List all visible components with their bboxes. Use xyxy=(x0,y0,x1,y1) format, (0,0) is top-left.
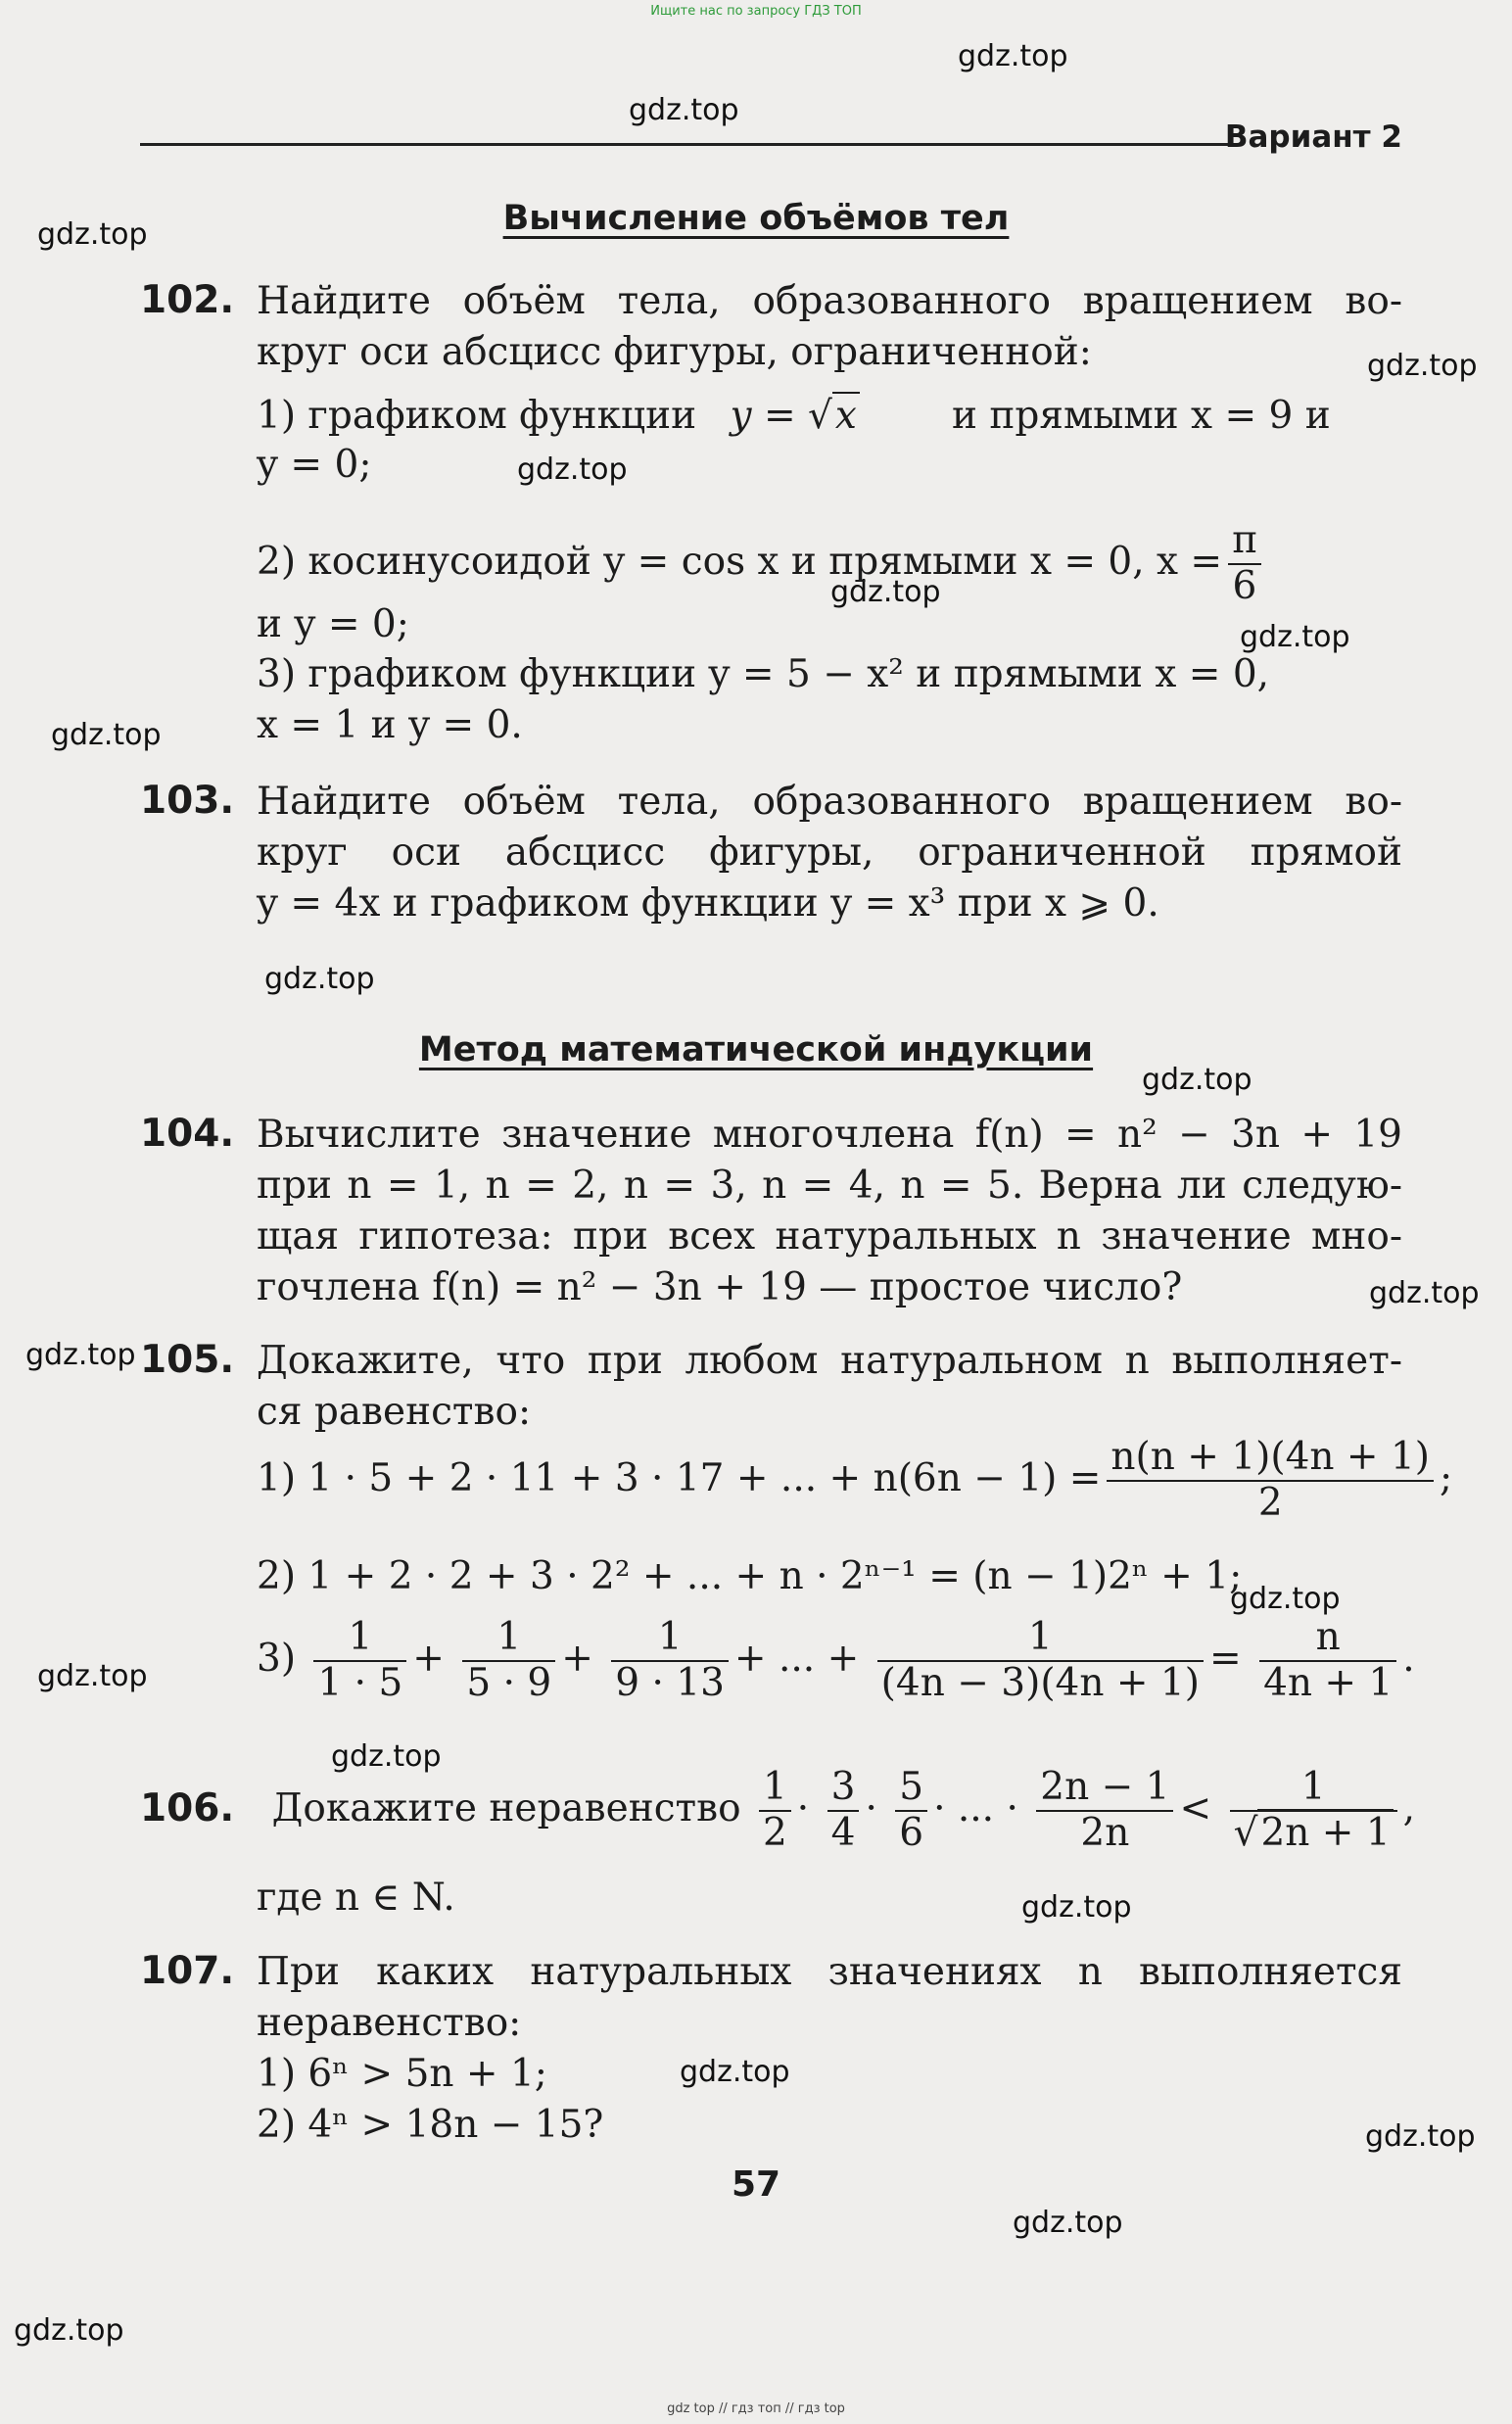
item-text: x = 1 и y = 0. xyxy=(257,703,523,747)
problem-item: 1) 1 · 5 + 2 · 11 + 3 · 17 + ... + n(6n − 1) = $\frac{n(n + 1)(4n + 1)}{2}$ ; xyxy=(257,1435,1453,1525)
variant-label: Вариант 2 xyxy=(1224,119,1402,155)
fraction: $\frac{n(n + 1)(4n + 1)}{2}$ xyxy=(1107,1436,1434,1526)
item-label: 3) xyxy=(257,1636,297,1681)
fraction: $\frac{n}{4n + 1}$ xyxy=(1259,1616,1396,1706)
watermark: gdz.top xyxy=(51,718,162,752)
watermark: gdz.top xyxy=(958,39,1068,73)
problem-item: 1) графиком функции y = √x xyxy=(257,394,860,438)
problem-text: ся равенство: xyxy=(257,1390,532,1434)
item-text: 1) 6ⁿ > 5n + 1; xyxy=(257,2052,547,2096)
problem-item: 3) $\frac{1}{1 \cdot 5}$ + $\frac{1}{5 \cdot 9}$ + $\frac{1}{9 \cdot 13}$ + ... + $\frac{1}{(4n - 3)(4n + 1)}$ = $\frac{n}{4n + 1}$ . xyxy=(257,1615,1415,1705)
watermark: gdz.top xyxy=(830,575,941,609)
fraction: $\frac{1}{√2n + 1}$ xyxy=(1230,1766,1397,1856)
fraction: $\frac{1}{5 \cdot 9}$ xyxy=(462,1616,555,1706)
fraction: $\frac{\pi}{6}$ xyxy=(1228,519,1261,609)
watermark: gdz.top xyxy=(1021,1890,1132,1925)
watermark: gdz.top xyxy=(37,1659,148,1693)
fraction: $\frac{1}{(4n - 3)(4n + 1)}$ xyxy=(877,1616,1204,1706)
watermark: gdz.top xyxy=(1367,349,1478,383)
header-rule xyxy=(140,143,1237,146)
item-text: 2) 1 + 2 · 2 + 3 · 2² + ... + n · 2ⁿ⁻¹ = (n − 1)2ⁿ + 1; xyxy=(257,1554,1243,1598)
watermark: gdz.top xyxy=(1142,1063,1252,1097)
fraction: $\frac{1}{1 \cdot 5}$ xyxy=(313,1616,406,1706)
problem-text: гочлена f(n) = n² − 3n + 19 — простое число? xyxy=(257,1265,1183,1309)
item-text: 1) графиком функции xyxy=(257,394,697,438)
problem-text: Докажите, что при любом натуральном n выполняет- xyxy=(257,1339,1402,1383)
problem-text: Найдите объём тела, образованного вращением во- xyxy=(257,279,1402,323)
fraction: $\frac{1}{9 \cdot 13}$ xyxy=(611,1616,729,1706)
top-banner: Ищите нас по запросу ГДЗ ТОП xyxy=(650,4,862,19)
section-title: Вычисление объёмов тел xyxy=(502,199,1010,238)
problem-number: 106. xyxy=(140,1785,235,1830)
problem-number: 103. xyxy=(140,779,235,823)
problem-text: Вычислите значение многочлена f(n) = n² − 3n + 19 xyxy=(257,1113,1402,1157)
watermark: gdz.top xyxy=(1013,2206,1123,2240)
problem-item xyxy=(257,519,1267,609)
fraction: $\frac{1}{2}$ xyxy=(759,1766,791,1856)
watermark: gdz.top xyxy=(680,2055,790,2089)
watermark: gdz.top xyxy=(1365,2119,1476,2154)
problem-text: круг оси абсцисс фигуры, ограниченной прямой xyxy=(257,831,1402,875)
section-title: Метод математической индукции xyxy=(418,1030,1094,1069)
watermark: gdz.top xyxy=(331,1739,442,1774)
problem-text: где n ∈ N. xyxy=(257,1876,455,1920)
problem-number: 102. xyxy=(140,278,235,322)
problem-number: 105. xyxy=(140,1338,235,1382)
problem-text: круг оси абсцисс фигуры, ограниченной: xyxy=(257,330,1092,374)
problem-text: При каких натуральных значениях n выполняется xyxy=(257,1950,1402,1994)
item-text: 2) 4ⁿ > 18n − 15? xyxy=(257,2103,604,2147)
fraction: $\frac{3}{4}$ xyxy=(827,1766,860,1856)
watermark: gdz.top xyxy=(14,2313,124,2348)
problem-text: неравенство: xyxy=(257,2001,522,2045)
page-number: 57 xyxy=(731,2164,781,2205)
watermark: gdz.top xyxy=(1369,1276,1480,1310)
fraction: $\frac{2n - 1}{2n}$ xyxy=(1036,1766,1173,1856)
watermark: gdz.top xyxy=(1240,620,1350,654)
problem-text: щая гипотеза: при всех натуральных n значение мно- xyxy=(257,1214,1402,1259)
item-text: 1) 1 · 5 + 2 · 11 + 3 · 17 + ... + n(6n − 1) = xyxy=(257,1455,1102,1500)
watermark: gdz.top xyxy=(37,217,148,252)
item-text: и прямыми x = 9 и xyxy=(952,394,1331,438)
problem-text: при n = 1, n = 2, n = 3, n = 4, n = 5. Верна ли следую- xyxy=(257,1164,1402,1208)
watermark: gdz.top xyxy=(25,1338,136,1372)
watermark: gdz.top xyxy=(629,93,739,127)
problem-106: 106. Докажите неравенство $\frac{1}{2}$ · $\frac{3}{4}$ · $\frac{5}{6}$ · ... · $\frac{2n - 1}{2n}$ < $\frac{1}{√2n + 1}$ , xyxy=(140,1765,1416,1855)
problem-text: y = 4x и графиком функции y = x³ при x ⩾ 0. xyxy=(257,881,1159,926)
watermark: gdz.top xyxy=(264,962,375,996)
problem-number: 104. xyxy=(140,1112,235,1156)
problem-text: Докажите неравенство xyxy=(271,1785,741,1830)
watermark: gdz.top xyxy=(517,452,628,487)
watermark: gdz.top xyxy=(1230,1582,1341,1616)
problem-number: 107. xyxy=(140,1949,235,1993)
item-text: 2) косинусоидой y = cos x и прямыми x = 0, x = xyxy=(257,539,1223,584)
problem-text: Найдите объём тела, образованного вращением во- xyxy=(257,780,1402,824)
item-text: 3) графиком функции y = 5 − x² и прямыми x = 0, xyxy=(257,652,1270,696)
item-text: y = 0; xyxy=(257,443,372,487)
bottom-banner: gdz top // гдз топ // гдз top xyxy=(667,2401,845,2416)
item-text: и y = 0; xyxy=(257,602,409,646)
fraction: $\frac{5}{6}$ xyxy=(895,1766,927,1856)
